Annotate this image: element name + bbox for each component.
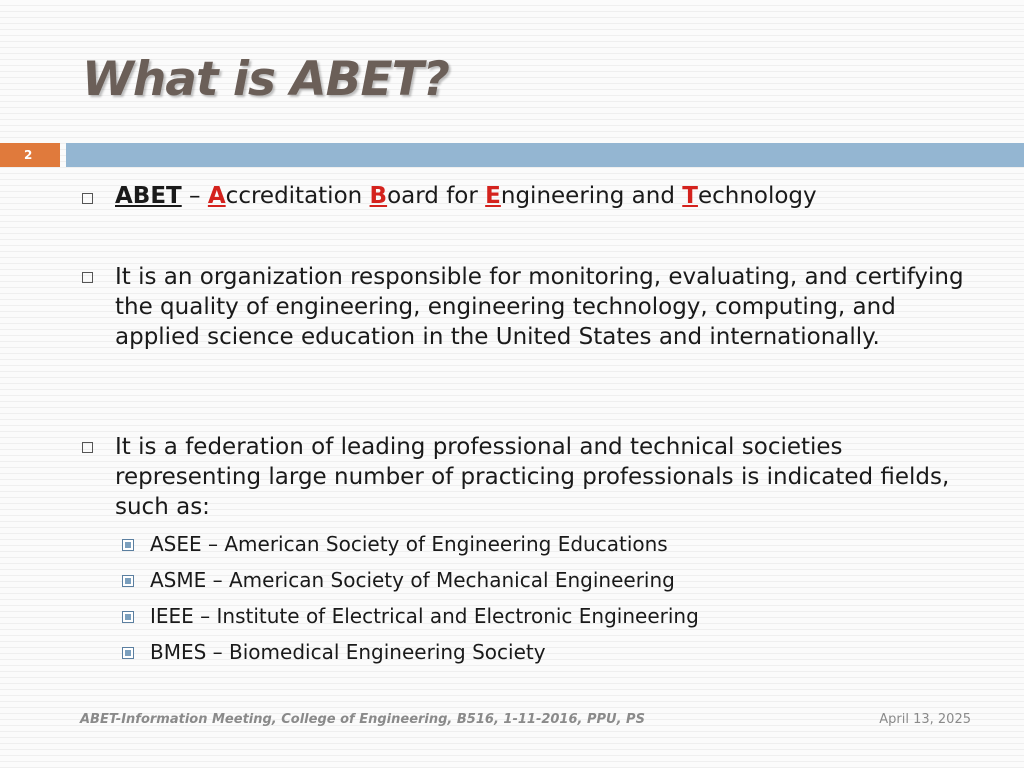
bullet-square-icon bbox=[82, 442, 93, 453]
initial-b: B bbox=[369, 183, 388, 209]
bullet-square-icon bbox=[82, 272, 93, 283]
society-ieee: IEEE – Institute of Electrical and Electronic Engineering bbox=[150, 604, 699, 628]
dash-separator: – bbox=[181, 183, 208, 209]
footer-meeting-info: ABET-Information Meeting, College of Engineering, B516, 1-11-2016, PPU, PS bbox=[80, 712, 645, 727]
society-bmes: BMES – Biomedical Engineering Society bbox=[150, 640, 546, 664]
slide-title: What is ABET? bbox=[82, 52, 449, 107]
initial-e: E bbox=[485, 183, 501, 209]
sub-bullet-icon bbox=[122, 575, 134, 587]
word-board-for: oard for bbox=[387, 183, 486, 209]
sub-bullet-icon bbox=[122, 647, 134, 659]
sub-bullet-icon bbox=[122, 611, 134, 623]
organization-description: It is an organization responsible for monitoring, evaluating, and certifying the quality of engineering, engineering technology, computing, and applied science education in the United States and internationally. bbox=[115, 264, 964, 350]
abet-abbreviation: ABET bbox=[115, 183, 182, 209]
society-asme: ASME – American Society of Mechanical Engineering bbox=[150, 568, 675, 592]
bullet-square-icon bbox=[82, 193, 93, 204]
initial-a: A bbox=[207, 183, 226, 209]
footer-date: April 13, 2025 bbox=[879, 712, 971, 727]
slide-number: 2 bbox=[0, 143, 60, 167]
title-divider-bar bbox=[66, 143, 1024, 167]
initial-t: T bbox=[682, 183, 698, 209]
federation-description: It is a federation of leading professional and technical societies representing large number of practicing professionals is indicated fields, such as: bbox=[115, 434, 950, 520]
word-accreditation: ccreditation bbox=[225, 183, 370, 209]
abet-definition bbox=[115, 183, 817, 209]
society-asee: ASEE – American Society of Engineering Educations bbox=[150, 532, 668, 556]
sub-bullet-icon bbox=[122, 539, 134, 551]
word-technology: echnology bbox=[697, 183, 817, 209]
word-engineering-and: ngineering and bbox=[500, 183, 683, 209]
